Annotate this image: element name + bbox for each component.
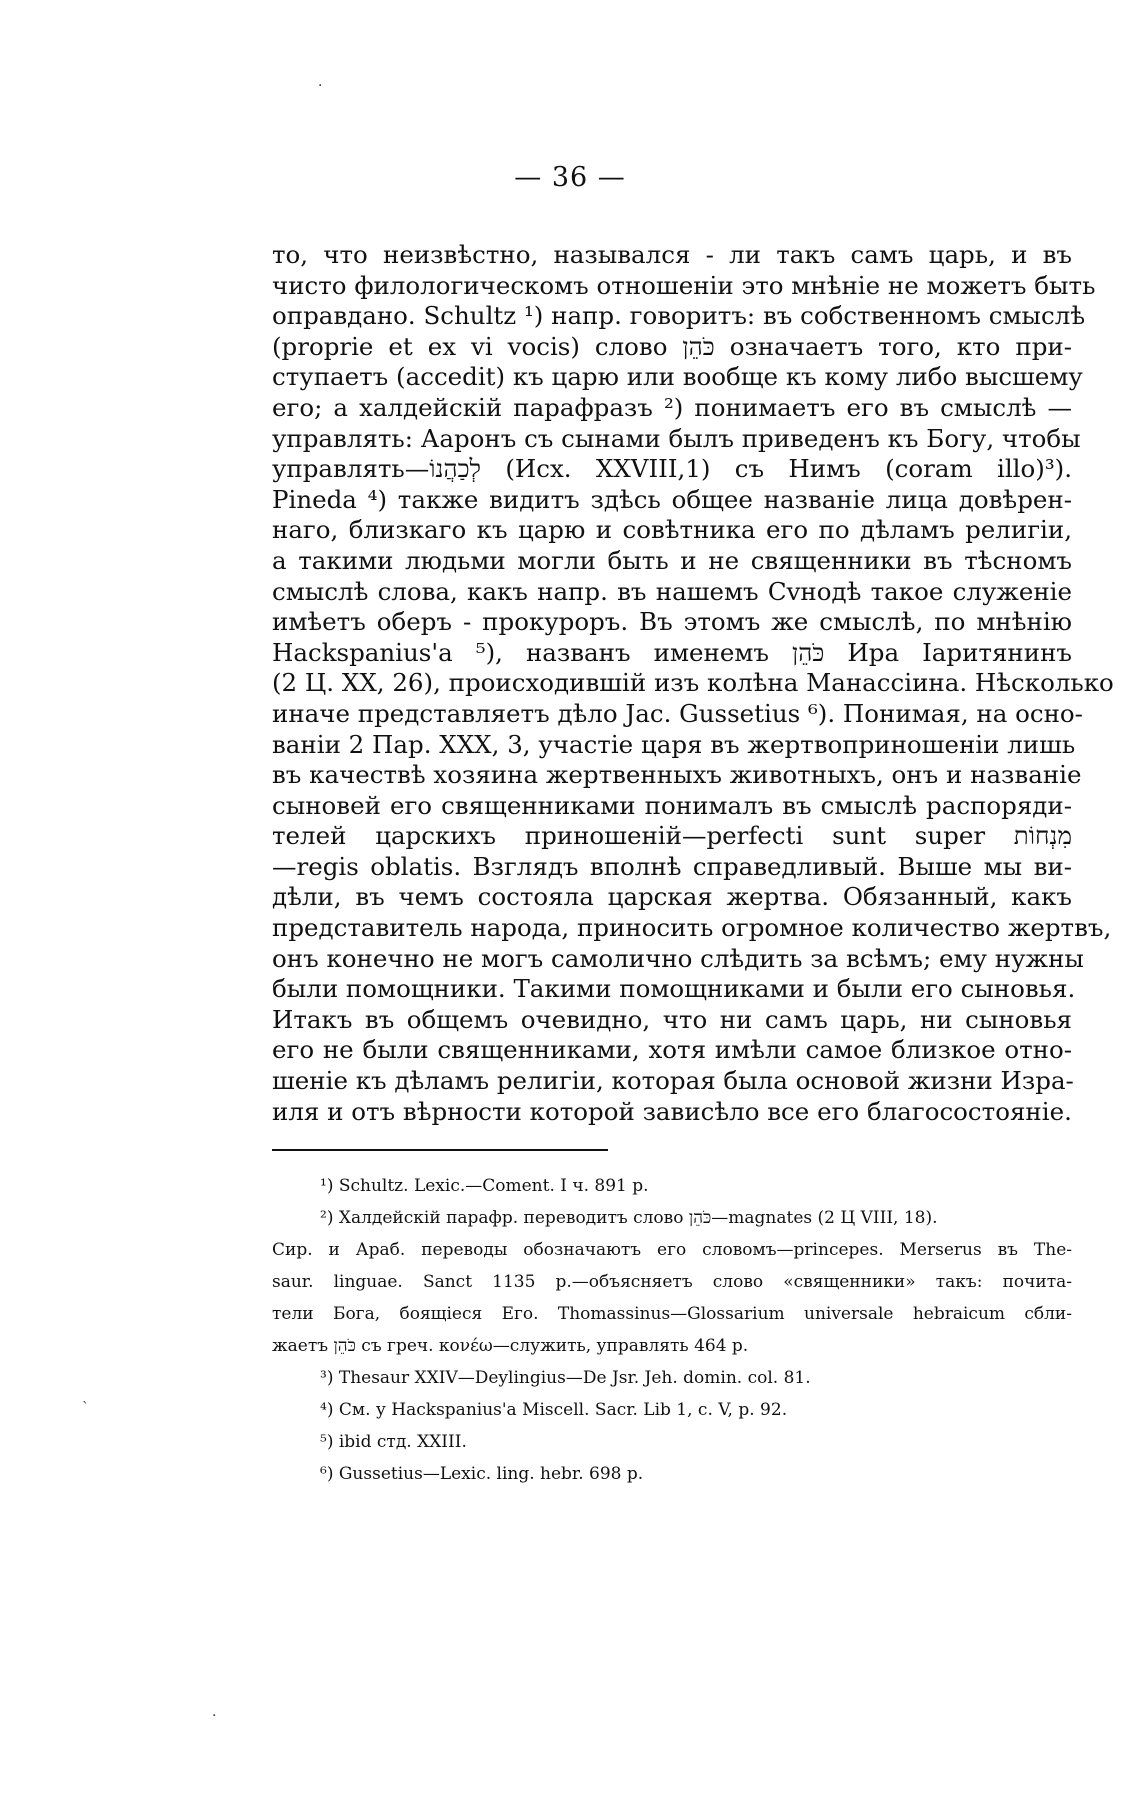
text-line: телей царскихъ приношеній—perfecti sunt super מִנְחוֹת [272,821,1072,851]
text-line: иначе представляетъ дѣло Jac. Gussetius ⁶). Понимая, на осно- [272,698,1083,728]
text-line: онъ конечно не могъ самолично слѣдить за всѣмъ; ему нужны [272,943,1084,973]
scan-speck: · [212,1708,217,1724]
footnote-2-continued: Сир. и Араб. переводы обозначаютъ его словомъ—princepes. Merserus въ The- [272,1240,1072,1260]
footnote-3: ³) Thesaur XXIV—Deylingius—De Jsr. Jeh. domin. col. 81. [320,1368,811,1388]
text-line: иля и отъ вѣрности которой зависѣло все его благосостояніе. [272,1096,1072,1126]
text-line: смыслѣ слова, какъ напр. въ нашемъ Сvнодѣ такое служеніе [272,576,1072,606]
text-line: имѣетъ оберъ - прокуроръ. Въ этомъ же смыслѣ, по мнѣнію [272,607,1072,637]
footnotes [272,1170,1072,1490]
footnote-6: ⁶) Gussetius—Lexic. ling. hebr. 698 p. [320,1464,644,1484]
text-line: его; а халдейскій парафразъ ²) понимаетъ его въ смыслѣ — [272,392,1072,422]
text-line: оправдано. Schultz ¹) напр. говоритъ: въ собственномъ смыслѣ [272,301,1086,331]
text-line: сыновей его священниками понималъ въ смыслѣ распоряди- [272,790,1072,820]
text-line: его не были священниками, хотя имѣли самое близкое отно- [272,1035,1072,1065]
text-line: были помощники. Такими помощниками и были его сыновья. [272,974,1076,1004]
text-line: наго, близкаго къ царю и совѣтника его по дѣламъ религіи, [272,515,1072,545]
text-line: (2 Ц. XX, 26), происходившій изъ колѣна Манассіина. Нѣсколько [272,668,1114,698]
text-line: дѣли, въ чемъ состояла царская жертва. Обязанный, какъ [272,882,1072,912]
text-line: ваніи 2 Пар. XXX, 3, участіе царя въ жертвоприношеніи лишь [272,729,1076,759]
text-line: (proprie et ex vi vocis) слово כֹּהֵן означаетъ того, кто при- [272,331,1073,361]
body-text [272,240,1114,1127]
text-line: —regis oblatis. Взглядъ вполнѣ справедливый. Выше мы ви- [272,851,1072,881]
text-line: шеніе къ дѣламъ религіи, которая была основой жизни Изра- [272,1066,1074,1096]
text-line: чисто филологическомъ отношеніи это мнѣніе не можетъ быть [272,270,1096,300]
text-line: то, что неизвѣстно, назывался - ли такъ самъ царь, и въ [272,240,1072,269]
page-number: — 36 — [514,162,626,193]
text-line: ступаетъ (accedit) къ царю или вообще къ кому либо высшему [272,362,1083,392]
text-line: управлять—לְכַהֲנוֹ (Исх. XXVIII,1) съ Нимъ (coram illo)³). [272,454,1072,484]
text-line: Hackspanius'a ⁵), названъ именемъ כֹּהֵן Ира Іаритянинъ [272,637,1072,667]
footnote-2: ²) Халдейскій парафр. переводитъ слово כֹּהֵן—magnates (2 Ц VIII, 18). [320,1208,938,1228]
scan-speck: · [318,78,323,94]
scan-speck: ` [82,1400,89,1416]
footnote-5: ⁵) ibid стд. XXIII. [320,1432,467,1452]
text-line: Pineda ⁴) также видитъ здѣсь общее названіе лица довѣрен- [272,484,1072,514]
text-line: управлять: Ааронъ съ сынами былъ приведенъ къ Богу, чтобы [272,423,1081,453]
footnote-2-continued: saur. linguae. Sanct 1135 p.—объясняетъ слово «священники» такъ: почита- [272,1272,1072,1292]
footnote-1: ¹) Schultz. Lexic.—Coment. I ч. 891 p. [320,1176,649,1196]
text-line: а такими людьми могли быть и не священники въ тѣсномъ [272,545,1072,575]
text-line: представитель народа, приносить огромное количество жертвъ, [272,913,1112,943]
footnote-2-continued: тели Бога, боящіеся Его. Thomassinus—Glossarium universale hebraicum сбли- [272,1304,1072,1324]
footnote-divider [272,1149,608,1151]
text-line: въ качествѣ хозяина жертвенныхъ животныхъ, онъ и названіе [272,760,1082,790]
footnote-4: ⁴) См. у Hackspanius'a Miscell. Sacr. Lib 1, c. V, p. 92. [320,1400,788,1420]
footnote-2-continued: жаетъ כֹּהֵן съ греч. κονέω—служить, управлять 464 p. [272,1336,749,1356]
text-line: Итакъ въ общемъ очевидно, что ни самъ царь, ни сыновья [272,1004,1072,1034]
